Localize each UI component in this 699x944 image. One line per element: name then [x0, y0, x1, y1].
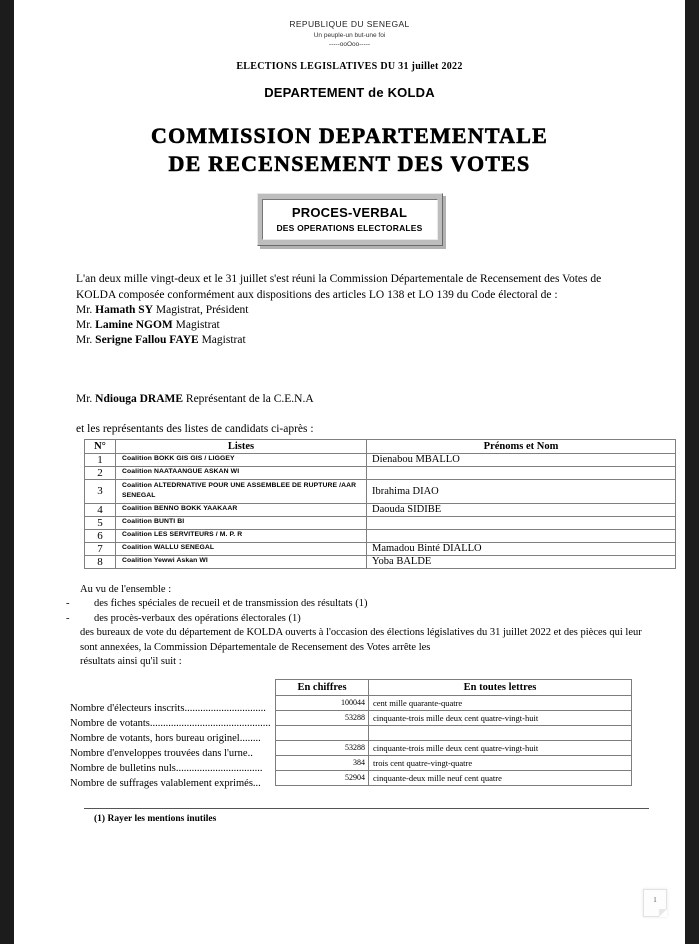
row-nom: Daouda SIDIBE	[367, 503, 676, 516]
table-row	[276, 755, 632, 770]
result-words: cinquante-trois mille deux cent quatre-vingt-huit	[369, 740, 632, 755]
result-label: Nombre de votants, hors bureau originel........	[70, 732, 261, 744]
row-number: 2	[85, 466, 116, 479]
result-words: trois cent quatre-vingt-quatre	[369, 755, 632, 770]
commission-title-line1: COMMISSION DEPARTEMENTALE	[151, 123, 548, 148]
commission-title-line2: DE RECENSEMENT DES VOTES	[168, 151, 531, 177]
row-nom: Yoba BALDE	[367, 555, 676, 568]
row-liste: Coalition BENNO BOKK YAAKAAR	[116, 503, 367, 516]
member-3-name: Serigne Fallou FAYE	[95, 334, 199, 347]
table-row	[276, 695, 632, 710]
cena-representative-line	[14, 393, 685, 405]
proces-verbal-box-wrapper	[14, 193, 685, 246]
member-3-role: Magistrat	[198, 334, 246, 347]
result-label: Nombre d'électeurs inscrits...............................	[70, 702, 266, 714]
result-label: Nombre de votants..............................................	[70, 717, 271, 729]
row-nom: Ibrahima DIAO	[367, 479, 676, 503]
table-row	[85, 479, 676, 503]
row-liste: Coalition LES SERVITEURS / M. P. R	[116, 529, 367, 542]
row-nom: Dienabou MBALLO	[367, 453, 676, 466]
result-words: cinquante-deux mille neuf cent quatre	[369, 770, 632, 785]
table-row	[276, 725, 632, 740]
member-3-prefix: Mr.	[76, 334, 96, 347]
proces-verbal-title: PROCES-VERBAL	[291, 205, 408, 221]
consideration-bullet-1	[66, 597, 671, 611]
result-words	[369, 725, 632, 740]
table-row	[85, 453, 676, 466]
proces-verbal-inner-panel	[262, 199, 438, 240]
results-thead	[276, 679, 632, 695]
footer-divider	[84, 808, 649, 809]
representatives-intro-line: et les représentants des listes de candidats ci-après :	[76, 422, 314, 435]
document-header	[14, 19, 685, 178]
row-nom	[367, 516, 676, 529]
member-line-1	[76, 303, 631, 318]
commission-title	[14, 122, 685, 178]
candidate-lists-header-row	[85, 439, 676, 453]
member-1-prefix: Mr.	[76, 303, 96, 316]
considerations-para-line-3: résultats ainsi qu'il suit :	[80, 656, 182, 668]
results-section	[14, 679, 685, 794]
cena-role: Représentant de la C.E.N.A	[183, 392, 314, 405]
footnote-text: (1) Rayer les mentions inutiles	[94, 813, 217, 824]
document-page	[14, 0, 685, 944]
intro-spacer	[14, 349, 685, 393]
result-figure: 100044	[276, 695, 369, 710]
result-label: Nombre d'enveloppes trouvées dans l'urne..	[70, 747, 253, 759]
elections-subtitle: ELECTIONS LEGISLATIVES DU 31 juillet 2022	[236, 61, 463, 72]
table-row	[85, 516, 676, 529]
considerations-para-line-1: des bureaux de vote du département de KOLDA ouverts à l'occasion des élections législatives du 31 juillet 2022 et des pièces qui leur	[80, 627, 642, 639]
consideration-bullet-2	[66, 612, 671, 626]
consideration-bullet-2-text: des procès-verbaux des opérations électorales (1)	[94, 612, 301, 624]
intro-paragraph	[14, 272, 685, 348]
row-liste: Coalition WALLU SENEGAL	[116, 542, 367, 555]
row-liste: Coalition BUNTI BI	[116, 516, 367, 529]
col-header-en-chiffres: En chiffres	[276, 679, 369, 695]
result-label: Nombre de suffrages valablement exprimés...	[70, 777, 261, 789]
row-number: 8	[85, 555, 116, 568]
candidate-lists-tbody	[85, 453, 676, 568]
row-number: 5	[85, 516, 116, 529]
row-nom	[367, 466, 676, 479]
member-line-3	[76, 333, 631, 348]
member-2-role: Magistrat	[172, 319, 220, 332]
row-liste: Coalition Yewwi Askan WI	[116, 555, 367, 568]
result-figure: 53288	[276, 710, 369, 725]
intro-line-1: L'an deux mille vingt-deux et le 31 juillet s'est réuni la Commission Départementale de Recensement des Votes de	[76, 273, 602, 286]
bullet-dash-icon: -	[66, 598, 70, 610]
results-header-row	[276, 679, 632, 695]
table-row	[85, 529, 676, 542]
row-liste: Coalition ALTEDRNATIVE POUR UNE ASSEMBLEE DE RUPTURE /AAR SENEGAL	[116, 479, 367, 503]
row-nom: Mamadou Binté DIALLO	[367, 542, 676, 555]
bullet-dash-icon: -	[66, 612, 70, 624]
col-header-number: N°	[85, 439, 116, 453]
result-figure: 384	[276, 755, 369, 770]
motto-line: Un peuple-un but-une foi	[313, 32, 386, 39]
considerations-block	[14, 583, 685, 670]
page-content	[14, 0, 685, 824]
page-corner-mark	[643, 889, 667, 917]
table-row	[85, 503, 676, 516]
row-number: 7	[85, 542, 116, 555]
result-label: Nombre de bulletins nuls.................................	[70, 762, 263, 774]
considerations-para-line-2: sont annexées, la Commission Départementale de Recensement des Votes arrête les	[80, 641, 431, 653]
cena-name: Ndiouga DRAME	[95, 392, 184, 405]
candidate-lists-table	[84, 439, 676, 569]
table-row	[85, 542, 676, 555]
col-header-listes: Listes	[116, 439, 367, 453]
result-words: cinquante-trois mille deux cent quatre-vingt-huit	[369, 710, 632, 725]
row-liste: Coalition BOKK GIS GIS / LIGGEY	[116, 453, 367, 466]
result-figure: 53288	[276, 740, 369, 755]
row-liste: Coalition NAATAANGUE ASKAN WI	[116, 466, 367, 479]
department-title: DEPARTEMENT de KOLDA	[264, 85, 435, 100]
cena-prefix: Mr.	[76, 392, 96, 405]
row-number: 3	[85, 479, 116, 503]
member-2-name: Lamine NGOM	[95, 319, 173, 332]
table-row	[85, 466, 676, 479]
candidate-lists-thead	[85, 439, 676, 453]
proces-verbal-box	[257, 193, 443, 246]
col-header-en-toutes-lettres: En toutes lettres	[369, 679, 632, 695]
member-1-role: Magistrat, Président	[153, 303, 249, 316]
member-2-prefix: Mr.	[76, 319, 96, 332]
table-row	[276, 770, 632, 785]
table-row	[276, 710, 632, 725]
results-labels-column	[70, 701, 280, 791]
row-number: 6	[85, 529, 116, 542]
col-header-prenoms-nom: Prénoms et Nom	[367, 439, 676, 453]
table-row	[276, 740, 632, 755]
member-1-name: Hamath SY	[95, 303, 153, 316]
page-number: 1	[653, 896, 657, 904]
row-nom	[367, 529, 676, 542]
result-figure	[276, 725, 369, 740]
result-figure: 52904	[276, 770, 369, 785]
results-table	[275, 679, 632, 786]
row-number: 1	[85, 453, 116, 466]
results-tbody	[276, 695, 632, 785]
republic-line: REPUBLIQUE DU SENEGAL	[289, 19, 410, 29]
proces-verbal-subtitle: DES OPERATIONS ELECTORALES	[276, 223, 423, 234]
consideration-bullet-1-text: des fiches spéciales de recueil et de transmission des résultats (1)	[94, 598, 368, 610]
table-row	[85, 555, 676, 568]
ornament-divider: -----ooOoo-----	[328, 41, 371, 48]
row-number: 4	[85, 503, 116, 516]
member-line-2	[76, 318, 631, 333]
result-words: cent mille quarante-quatre	[369, 695, 632, 710]
intro-line-2: KOLDA composée conformément aux dispositions des articles LO 138 et LO 139 du Code électoral de :	[76, 288, 558, 301]
considerations-heading: Au vu de l'ensemble :	[80, 583, 172, 595]
